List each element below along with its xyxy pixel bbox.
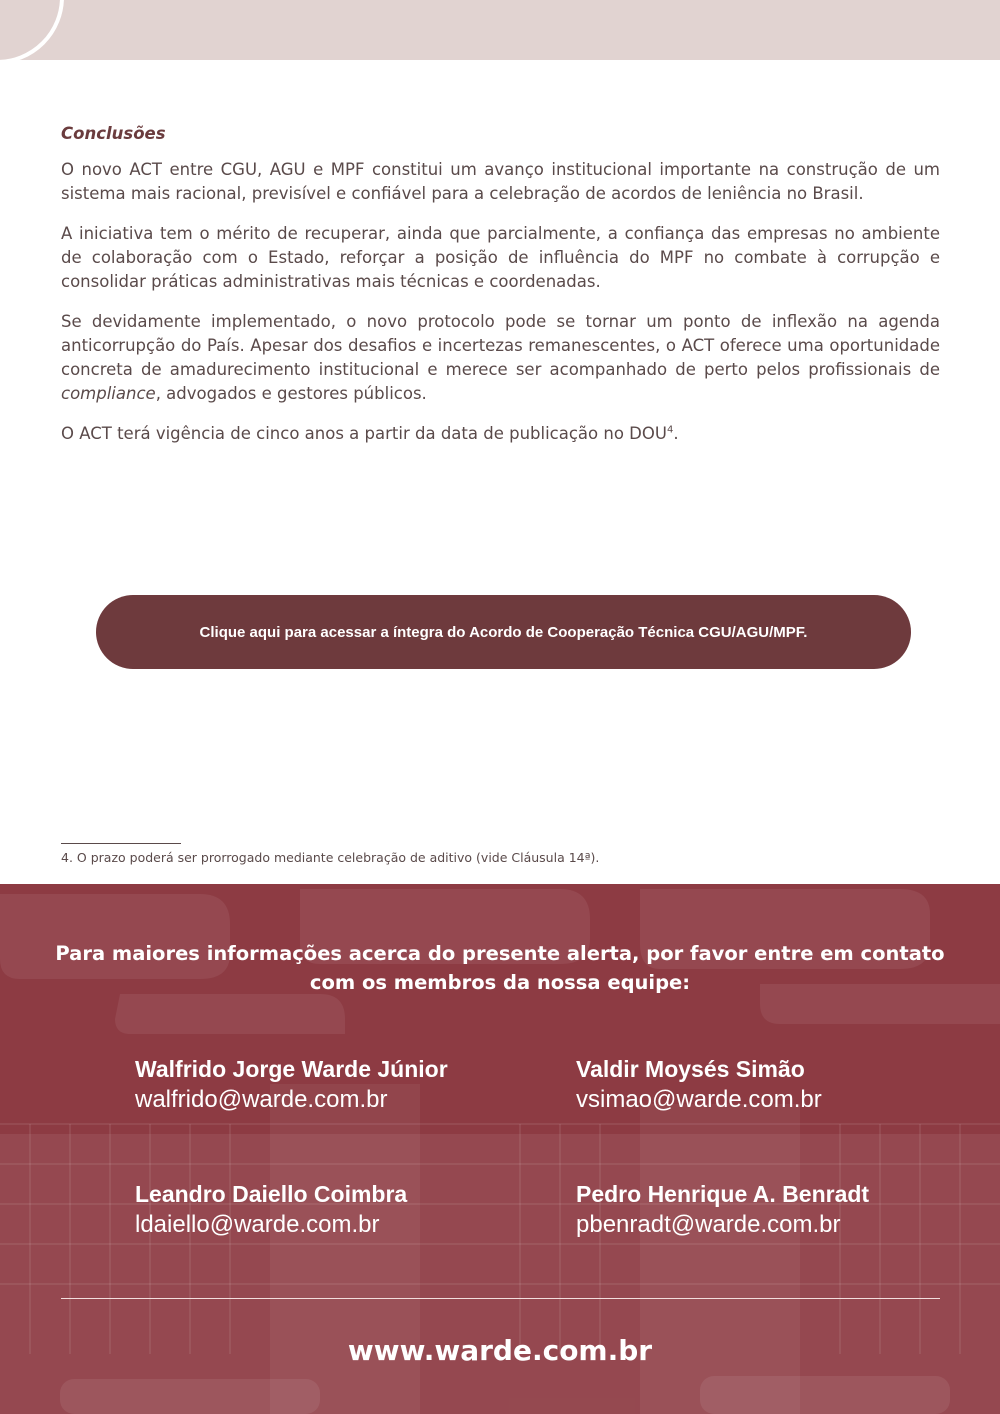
member-name: Pedro Henrique A. Benradt [576, 1181, 870, 1207]
compliance-term: compliance [61, 384, 156, 403]
member-email[interactable]: walfrido@warde.com.br [135, 1086, 388, 1113]
team-member [576, 1179, 869, 1241]
team-member [576, 1054, 822, 1116]
member-email[interactable]: ldaiello@warde.com.br [135, 1211, 380, 1238]
footer-divider [61, 1298, 940, 1299]
contact-footer [0, 884, 1000, 1414]
member-name: Walfrido Jorge Warde Júnior [135, 1056, 448, 1082]
paragraph-3-end: , advogados e gestores públicos. [155, 384, 427, 403]
member-email[interactable]: vsimao@warde.com.br [576, 1086, 822, 1113]
contact-lead-text: Para maiores informações acerca do presente alerta, por favor entre em contato com os membros da nossa equipe: [55, 942, 945, 994]
website-link[interactable]: www.warde.com.br [347, 1334, 653, 1367]
member-name: Leandro Daiello Coimbra [135, 1181, 408, 1207]
footnote: 4. O prazo poderá ser prorrogado mediante celebração de aditivo (vide Cláusula 14ª). [61, 850, 600, 865]
member-name: Valdir Moysés Simão [576, 1056, 805, 1082]
corner-arc-decoration [0, 0, 64, 64]
member-email[interactable]: pbenradt@warde.com.br [576, 1211, 841, 1238]
team-member [135, 1179, 407, 1241]
paragraph-1: O novo ACT entre CGU, AGU e MPF constitui um avanço institucional importante na construção de um sistema mais racional, previsível e confiável para a celebração de acordos de leniência no Brasil. [61, 160, 940, 203]
paragraph-4-end: . [673, 424, 679, 443]
team-member [135, 1054, 448, 1116]
top-header-band [0, 0, 1000, 60]
paragraph-4-text: O ACT terá vigência de cinco anos a partir da data de publicação no DOU [61, 424, 667, 443]
footnote-ref: 4 [666, 424, 674, 436]
main-content [61, 122, 940, 462]
access-agreement-button[interactable] [96, 595, 911, 669]
paragraph-4 [61, 422, 940, 446]
section-heading: Conclusões [61, 124, 166, 143]
paragraph-3-text: Se devidamente implementado, o novo protocolo pode se tornar um ponto de inflexão na agenda anticorrupção do País. Apesar dos desafios e incertezas remanescentes, o ACT oferece uma oportunidade concreta de amadurecimento institucional e merece ser acompanhado de perto pelos profissionais de [61, 312, 940, 379]
paragraph-2: A iniciativa tem o mérito de recuperar, ainda que parcialmente, a confiança das empresas no ambiente de colaboração com o Estado, reforçar a posição de influência do MPF no combate à corrupção e consolidar práticas administrativas mais técnicas e coordenadas. [61, 224, 940, 291]
paragraph-3 [61, 310, 940, 406]
footnote-rule [61, 843, 181, 844]
access-agreement-label: Clique aqui para acessar a íntegra do Acordo de Cooperação Técnica CGU/AGU/MPF. [199, 623, 808, 641]
